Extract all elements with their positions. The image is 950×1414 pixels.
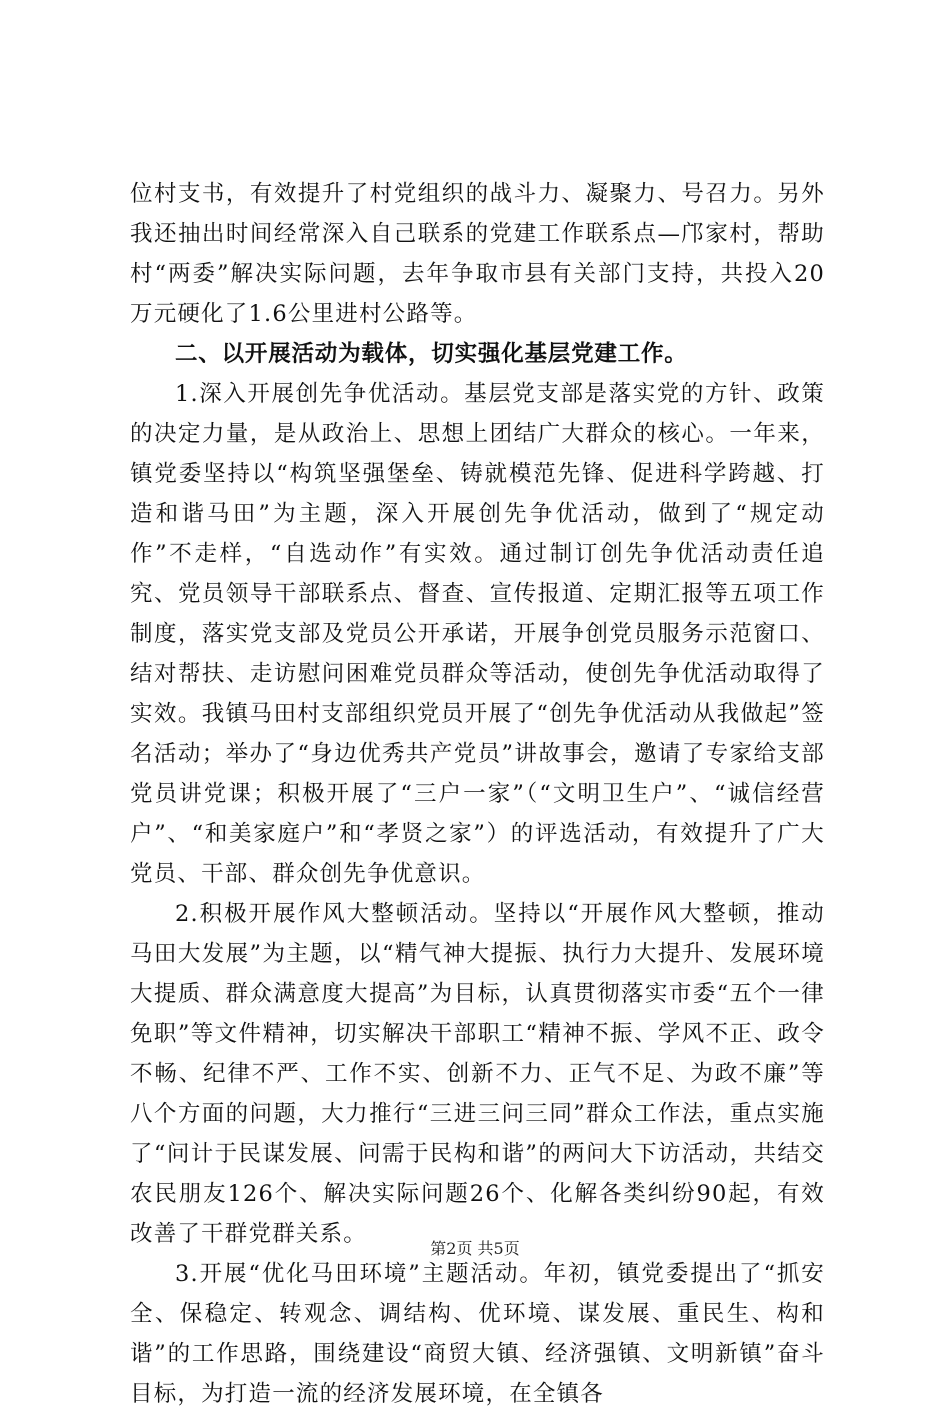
page-number-footer: 第2页 共5页	[430, 1239, 520, 1258]
document-body	[130, 174, 825, 1414]
paragraph-item-1: 1.深入开展创先争优活动。基层党支部是落实党的方针、政策的决定力量，是从政治上、思想上团结广大群众的核心。一年来，镇党委坚持以“构筑坚强堡垒、铸就模范先锋、促进科学跨越、打造和谐马田”为主题，深入开展创先争优活动，做到了“规定动作”不走样，“自选动作”有实效。通过制订创先争优活动责任追究、党员领导干部联系点、督查、宣传报道、定期汇报等五项工作制度，落实党支部及党员公开承诺，开展争创党员服务示范窗口、结对帮扶、走访慰问困难党员群众等活动，使创先争优活动取得了实效。我镇马田村支部组织党员开展了“创先争优活动从我做起”签名活动；举办了“身边优秀共产党员”讲故事会，邀请了专家给支部党员讲党课；积极开展了“三户一家”（“文明卫生户”、“诚信经营户”、“和美家庭户”和“孝贤之家”）的评选活动，有效提升了广大党员、干部、群众创先争优意识。	[130, 381, 825, 887]
paragraph-item-3: 3.开展“优化马田环境”主题活动。年初，镇党委提出了“抓安全、保稳定、转观念、调结构、优环境、谋发展、重民生、构和谐”的工作思路，围绕建设“商贸大镇、经济强镇、文明新镇”奋斗目标，为打造一流的经济发展环境，在全镇各	[130, 1261, 825, 1407]
paragraph-continued: 位村支书，有效提升了村党组织的战斗力、凝聚力、号召力。另外我还抽出时间经常深入自己联系的党建工作联系点—邝家村，帮助村“两委”解决实际问题，去年争取市县有关部门支持，共投入20万元硬化了1.6公里进村公路等。	[130, 181, 825, 327]
section-heading: 二、以开展活动为载体，切实强化基层党建工作。	[175, 341, 688, 367]
paragraph-item-2: 2.积极开展作风大整顿活动。坚持以“开展作风大整顿，推动马田大发展”为主题，以“精气神大提振、执行力大提升、发展环境大提质、群众满意度大提高”为目标，认真贯彻落实市委“五个一律免职”等文件精神，切实解决干部职工“精神不振、学风不正、政令不畅、纪律不严、工作不实、创新不力、正气不足、为政不廉”等八个方面的问题，大力推行“三进三问三同”群众工作法，重点实施了“问计于民谋发展、问需于民构和谐”的两问大下访活动，共结交农民朋友126个、解决实际问题26个、化解各类纠纷90起，有效改善了干群党群关系。	[130, 901, 825, 1247]
